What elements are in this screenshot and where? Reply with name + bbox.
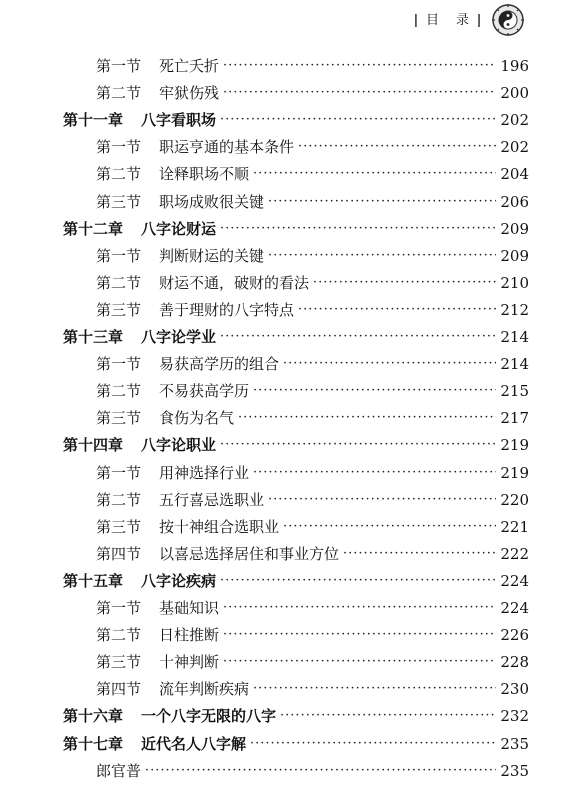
toc-entry-number: 第十六章 [63, 707, 124, 726]
toc-section-row[interactable] [0, 134, 585, 160]
toc-page-number: 214 [500, 328, 529, 346]
dot-leader [253, 679, 496, 699]
toc-page-number: 235 [500, 734, 529, 753]
toc-entry-title: 基础知识 [159, 599, 220, 617]
dot-leader [223, 652, 496, 672]
toc-section-row[interactable] [0, 297, 585, 323]
toc-section-row[interactable] [0, 405, 585, 431]
toc-section-row[interactable] [0, 541, 585, 567]
toc-entry-number: 第一节 [96, 599, 142, 617]
toc-entry-title: 流年判断疾病 [159, 680, 250, 699]
dot-leader [283, 517, 496, 537]
toc-section-row[interactable] [0, 80, 585, 106]
dot-leader [343, 544, 496, 564]
toc-entry-title: 日柱推断 [159, 626, 220, 645]
bagua-emblem-icon [490, 2, 526, 38]
toc-entry-title: 八字论职业 [141, 436, 217, 455]
dot-leader [268, 246, 496, 266]
toc-entry-number: 第十七章 [63, 734, 124, 753]
toc-entry-title: 诠释职场不顺 [159, 165, 250, 184]
toc-page-number: 230 [500, 680, 529, 699]
toc-chapter-row[interactable] [0, 216, 585, 242]
dot-leader [238, 408, 496, 428]
toc-entry-title: 五行喜忌选职业 [159, 490, 265, 509]
toc-entry-title: 十神判断 [159, 653, 220, 672]
dot-leader [223, 83, 496, 103]
dot-leader [223, 56, 496, 76]
toc-entry-title: 善于理财的八字特点 [159, 300, 295, 319]
toc-entry-number: 第二节 [96, 626, 142, 645]
toc-entry-title: 八字论疾病 [141, 571, 217, 590]
toc-page-number: 206 [500, 192, 529, 211]
toc-entry-number: 第四节 [96, 680, 142, 699]
toc-entry-title: 郎官普 [96, 761, 142, 780]
toc-entry-title: 八字论学业 [141, 328, 217, 346]
toc-section-row[interactable] [0, 189, 585, 215]
dot-leader [220, 571, 496, 591]
toc-entry-number: 第二节 [96, 84, 142, 103]
dot-leader [223, 598, 496, 618]
toc-page-number: 219 [500, 436, 529, 455]
toc-section-row[interactable] [0, 378, 585, 404]
toc-page-number: 235 [500, 761, 529, 780]
toc-entry-number: 第三节 [96, 653, 142, 672]
toc-page-number: 202 [500, 111, 529, 130]
toc-entry-number: 第一节 [96, 57, 142, 75]
dot-leader [268, 192, 496, 212]
toc-entry-number: 第三节 [96, 517, 142, 536]
toc-chapter-row[interactable] [0, 703, 585, 729]
toc-section-row[interactable] [0, 595, 585, 621]
toc-page-number: 221 [500, 517, 529, 536]
toc-entry-title: 近代名人八字解 [141, 734, 247, 753]
toc-section-row[interactable] [0, 622, 585, 648]
toc-entry-number: 第二节 [96, 382, 142, 401]
toc-entry-title: 牢狱伤残 [159, 84, 220, 103]
toc-entry-title: 死亡夭折 [159, 57, 220, 75]
toc-entry-title: 八字论财运 [141, 219, 217, 238]
toc-section-row[interactable] [0, 53, 585, 79]
toc-page-number: 232 [500, 707, 529, 726]
toc-page-number: 204 [500, 165, 529, 184]
dot-leader [298, 300, 496, 320]
toc-entry-number: 第一节 [96, 138, 142, 157]
toc-section-row[interactable] [0, 758, 585, 784]
toc-section-row[interactable] [0, 649, 585, 675]
toc-entry-number: 第一节 [96, 463, 142, 482]
toc-page-number: 215 [500, 382, 529, 401]
toc-entry-title: 判断财运的关键 [159, 246, 265, 265]
dot-leader [268, 490, 496, 510]
toc-section-row[interactable] [0, 487, 585, 513]
toc-page-number: 196 [500, 57, 529, 75]
toc-section-row[interactable] [0, 351, 585, 377]
dot-leader [220, 435, 496, 455]
toc-entry-number: 第二节 [96, 273, 142, 292]
toc-page-number: 220 [500, 490, 529, 509]
dot-leader [313, 273, 496, 293]
toc-page-number: 228 [500, 653, 529, 672]
toc-page-number: 210 [500, 273, 529, 292]
toc-section-row[interactable] [0, 676, 585, 702]
toc-entry-number: 第三节 [96, 409, 142, 428]
dot-leader [298, 137, 496, 157]
toc-entry-title: 按十神组合选职业 [159, 517, 280, 536]
toc-entry-number: 第二节 [96, 490, 142, 509]
toc-page-number: 217 [500, 409, 529, 428]
toc-page-number: 226 [500, 626, 529, 645]
dot-leader [220, 110, 496, 130]
dot-leader [223, 625, 496, 645]
toc-chapter-row[interactable] [0, 432, 585, 458]
toc-entry-title: 以喜忌选择居住和事业方位 [159, 544, 340, 563]
toc-page-number: 219 [500, 463, 529, 482]
toc-entry-title: 财运不通，破财的看法 [159, 273, 310, 292]
toc-section-row[interactable] [0, 460, 585, 486]
toc-entry-title: 一个八字无限的八字 [141, 707, 277, 726]
toc-entry-title: 职场成败很关键 [159, 192, 265, 211]
toc-entry-number: 第十四章 [63, 436, 124, 455]
toc-entry-number: 第十一章 [63, 111, 124, 130]
toc-chapter-row[interactable] [0, 568, 585, 594]
toc-entry-title: 食伤为名气 [159, 409, 235, 428]
toc-chapter-row[interactable] [0, 107, 585, 133]
toc-chapter-row[interactable] [0, 731, 585, 757]
toc-entry-number: 第一节 [96, 355, 142, 374]
toc-chapter-row[interactable] [0, 324, 585, 350]
toc-entry-title: 易获高学历的组合 [159, 355, 280, 374]
toc-page-number: 200 [500, 84, 529, 103]
toc-entry-number: 第十五章 [63, 571, 124, 590]
toc-entry-title: 职运亨通的基本条件 [159, 138, 295, 157]
dot-leader [145, 761, 496, 781]
toc-page-number: 224 [500, 599, 529, 617]
toc-entry-number: 第二节 [96, 165, 142, 184]
dot-leader [283, 354, 496, 374]
dot-leader [220, 327, 496, 347]
toc-section-row[interactable] [0, 270, 585, 296]
dot-leader [220, 219, 496, 239]
toc-entry-number: 第四节 [96, 544, 142, 563]
toc-entry-number: 第三节 [96, 192, 142, 211]
dot-leader [250, 734, 496, 754]
dot-leader [253, 164, 496, 184]
toc-page-number: 214 [500, 355, 529, 374]
toc-page-number: 222 [500, 544, 529, 563]
dot-leader [253, 463, 496, 483]
toc-section-row[interactable] [0, 243, 585, 269]
running-header [0, 2, 585, 36]
toc-section-row[interactable] [0, 514, 585, 540]
toc-entry-number: 第三节 [96, 300, 142, 319]
toc-page-number: 212 [500, 300, 529, 319]
toc-entry-number: 第一节 [96, 246, 142, 265]
toc-entry-number: 第十二章 [63, 219, 124, 238]
toc-entry-title: 用神选择行业 [159, 463, 250, 482]
toc-section-row[interactable] [0, 161, 585, 187]
dot-leader [253, 381, 496, 401]
toc-entry-number: 第十三章 [63, 328, 124, 346]
toc-page-number: 202 [500, 138, 529, 157]
dot-leader [280, 706, 496, 726]
toc-page-number: 224 [500, 571, 529, 590]
toc-page-number: 209 [500, 219, 529, 238]
toc-entry-title: 不易获高学历 [159, 382, 250, 401]
toc-page-number: 209 [500, 246, 529, 265]
header-title: ǀ 目 录 ǀ [414, 13, 483, 28]
toc-entry-title: 八字看职场 [141, 111, 217, 130]
